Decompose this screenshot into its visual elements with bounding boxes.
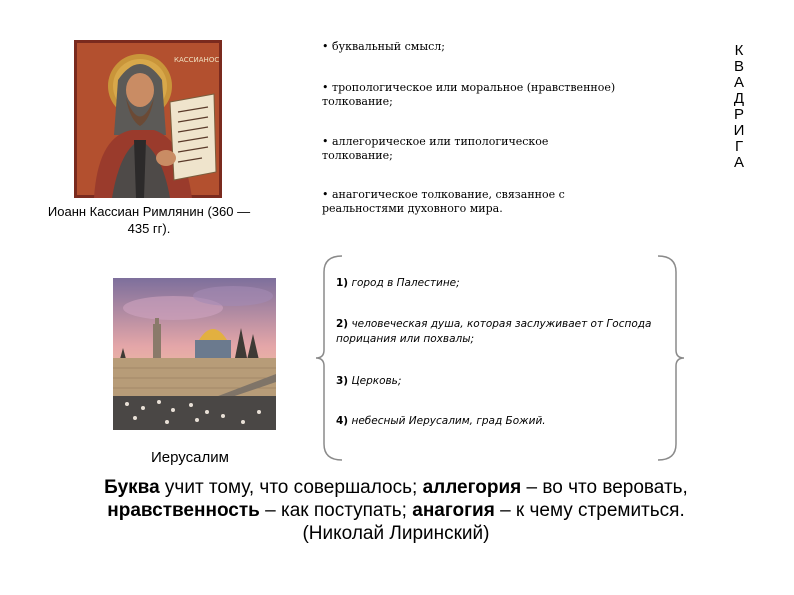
- meaning-item: [336, 374, 656, 389]
- term-morality: нравственность: [107, 500, 260, 521]
- meaning-text: небесный Иерусалим, град Божий.: [351, 415, 546, 427]
- meaning-number: 3): [336, 375, 349, 387]
- vertical-letter: А: [733, 154, 744, 171]
- vertical-letter: А: [733, 74, 744, 91]
- vertical-letter: Д: [733, 90, 745, 107]
- jerusalem-photo: [113, 278, 276, 430]
- meaning-item: [336, 276, 656, 291]
- vertical-letter: И: [733, 122, 745, 139]
- vertical-letter: Р: [733, 106, 744, 123]
- lyra-quote: [90, 476, 702, 545]
- meaning-number: 2): [336, 318, 349, 330]
- meaning-item: [336, 414, 656, 429]
- cassian-icon-image: [74, 40, 222, 198]
- meaning-item: [336, 317, 656, 347]
- vertical-letter: К: [734, 42, 744, 59]
- vertical-word-quadriga: [731, 43, 747, 171]
- quote-text: учит тому, что совершалось;: [159, 477, 423, 498]
- sense-anagogical: • анагогическое толкование, связанное с реальностями духовного мира.: [322, 188, 565, 215]
- vertical-letter: В: [733, 58, 744, 75]
- meaning-text: Церковь;: [351, 375, 402, 387]
- quote-text: – к чему стремиться. (Николай Лиринский): [302, 500, 685, 544]
- jerusalem-caption: Иерусалим: [151, 449, 229, 466]
- term-anagogy: анагогия: [412, 500, 495, 521]
- cassian-caption: Иоанн Кассиан Римлянин (360 — 435 гг).: [47, 204, 251, 236]
- quote-text: – во что веровать,: [521, 477, 688, 498]
- meaning-number: 1): [336, 277, 349, 289]
- meaning-text: человеческая душа, которая заслуживает от Господа порицания или похвалы;: [336, 318, 652, 345]
- term-letter: Буква: [104, 477, 160, 498]
- sense-tropological: • тропологическое или моральное (нравственное) толкование;: [322, 81, 616, 108]
- quote-text: – как поступать;: [259, 500, 413, 521]
- icon-inscription: КАССИАНОС: [174, 56, 220, 64]
- sense-literal: • буквальный смысл;: [322, 40, 445, 53]
- meaning-text: город в Палестине;: [351, 277, 460, 289]
- vertical-letter: Г: [734, 138, 744, 155]
- meaning-number: 4): [336, 415, 349, 427]
- term-allegory: аллегория: [422, 477, 522, 498]
- sense-allegorical: • аллегорическое или типологическое толкование;: [322, 135, 549, 162]
